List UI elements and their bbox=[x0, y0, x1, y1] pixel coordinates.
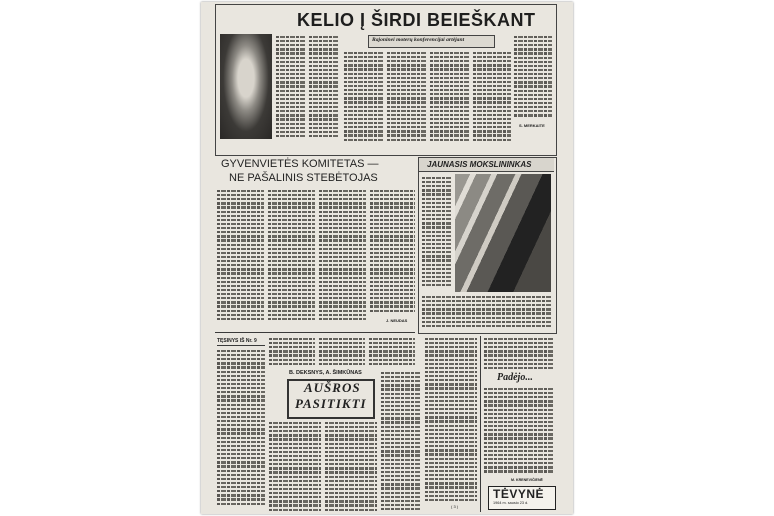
footer-stamp-text: TĖVYNĖ bbox=[493, 487, 545, 501]
sidebar-text bbox=[422, 175, 452, 290]
article3-col-5 bbox=[425, 336, 477, 506]
padejo-title: Padėjo... bbox=[497, 372, 533, 383]
scientist-photo bbox=[455, 174, 551, 292]
top-col-6 bbox=[473, 50, 511, 145]
a2-col-1 bbox=[217, 188, 264, 324]
sidebar-title: JAUNASIS MOKSLININKAS bbox=[427, 160, 532, 169]
right-column-rule bbox=[480, 336, 481, 512]
top-signature: S. MERKAITE bbox=[519, 123, 545, 128]
article3-title-line1: AUŠROS bbox=[304, 380, 361, 395]
article3-col-1 bbox=[269, 420, 321, 512]
padejo-text bbox=[484, 386, 554, 476]
padejo-signature: M. KRENEVIČIENĖ bbox=[511, 478, 543, 482]
page-number: ( 3 ) bbox=[451, 504, 459, 509]
continuation-rule bbox=[217, 345, 265, 346]
lower-upper-col-2 bbox=[319, 336, 365, 366]
article2-title-line2: NE PAŠALINIS STEBĖTOJAS bbox=[229, 172, 378, 184]
article2-signature: J. NEUDAS bbox=[386, 318, 408, 323]
top-col-3 bbox=[344, 50, 384, 145]
footer-date: 1964 m. sausio 23 d. bbox=[493, 501, 529, 505]
top-col-4 bbox=[387, 50, 427, 145]
lower-upper-col-3 bbox=[369, 336, 415, 366]
a2-col-2 bbox=[268, 188, 315, 324]
headline: KELIO Į ŠIRDI BEIEŠKANT bbox=[297, 10, 536, 30]
sidebar-caption bbox=[422, 294, 552, 328]
lower-col-1 bbox=[217, 348, 265, 508]
continuation-label: TĘSINYS IŠ Nr. 9 bbox=[217, 338, 257, 344]
newspaper-page bbox=[201, 2, 573, 514]
right-top-text bbox=[484, 336, 554, 372]
article3-authors: B. DEKSNYS, A. ŠIMKŪNAS bbox=[289, 370, 362, 376]
subhead: Rajoninei moterų konferencijai artėjant bbox=[372, 37, 465, 43]
article3-col-2 bbox=[325, 420, 377, 512]
article3-col-4 bbox=[381, 370, 421, 512]
top-col-2 bbox=[309, 34, 339, 142]
article3-title-line2: PASITIKTI bbox=[295, 396, 367, 411]
top-col-5 bbox=[430, 50, 470, 145]
article2-title-line1: GYVENVIETĖS KOMITETAS — bbox=[221, 158, 379, 170]
top-col-7 bbox=[514, 34, 552, 119]
a2-col-3 bbox=[319, 188, 366, 324]
portrait-photo bbox=[220, 34, 272, 139]
a2-col-4 bbox=[370, 188, 415, 314]
top-col-1 bbox=[276, 34, 306, 142]
article2-bottom-rule bbox=[215, 332, 415, 333]
lower-upper-col-1 bbox=[269, 336, 315, 366]
